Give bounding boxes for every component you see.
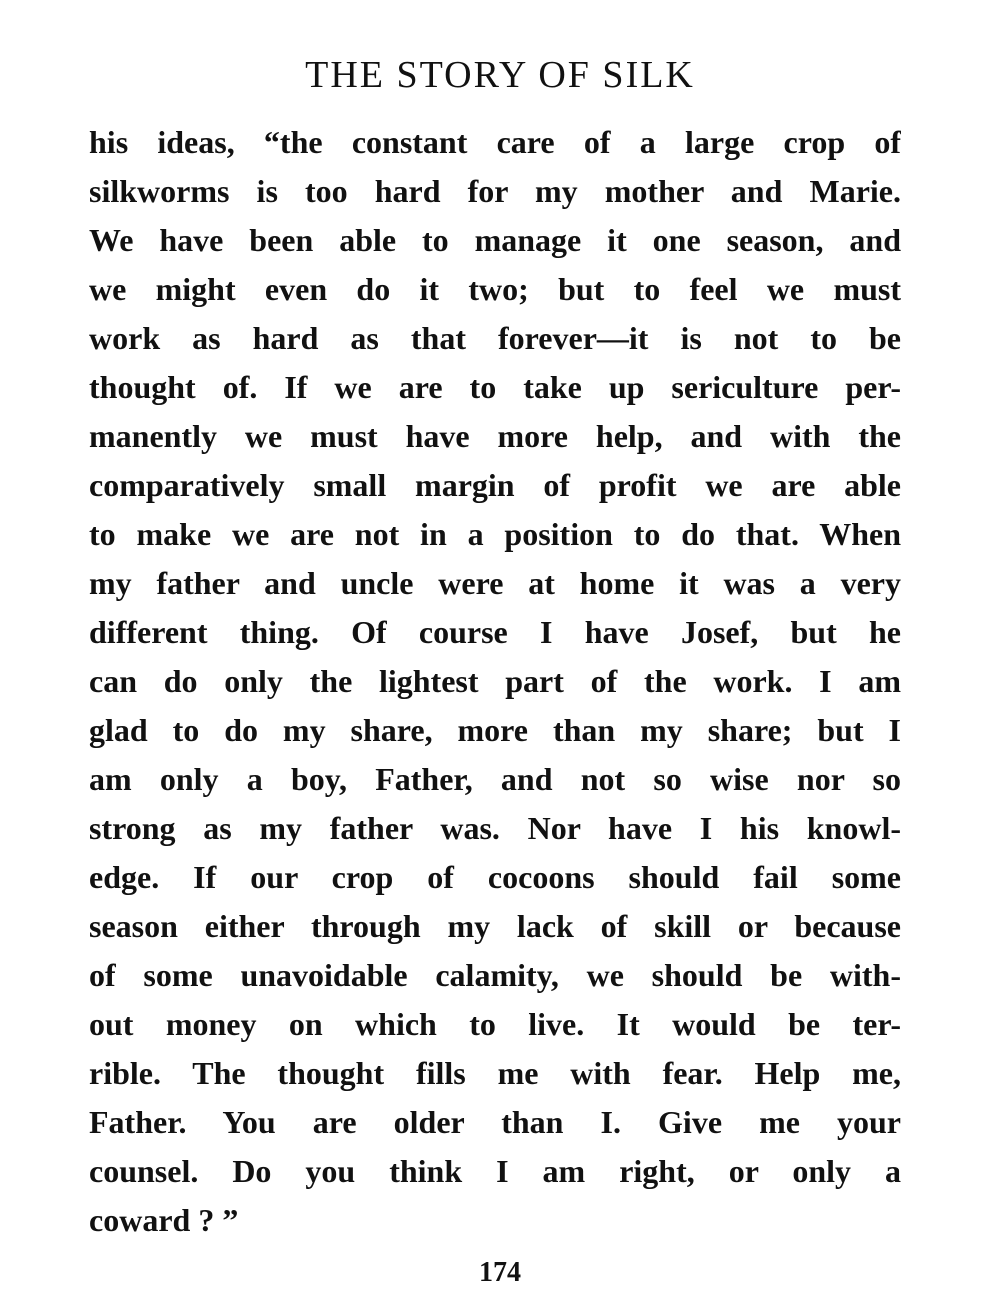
text-line: Father. You are older than I. Give me your (89, 1104, 901, 1140)
text-line: to make we are not in a position to do that. When (89, 516, 901, 552)
page-number: 174 (479, 1257, 521, 1288)
text-line: work as hard as that forever—it is not to be (89, 320, 901, 356)
text-line: of some unavoidable calamity, we should be with- (89, 957, 901, 993)
text-line: We have been able to manage it one season, and (89, 222, 901, 258)
text-line: comparatively small margin of profit we are able (89, 467, 901, 503)
text-line: glad to do my share, more than my share; but I (89, 712, 901, 748)
text-line: season either through my lack of skill or because (89, 908, 901, 944)
text-line: thought of. If we are to take up sericulture per- (89, 369, 901, 405)
text-line: manently we must have more help, and with the (89, 418, 901, 454)
text-line: can do only the lightest part of the work. I am (89, 663, 901, 699)
body-text (89, 118, 901, 1245)
text-line: strong as my father was. Nor have I his knowl- (89, 810, 901, 846)
text-line: silkworms is too hard for my mother and Marie. (89, 173, 901, 209)
text-line: edge. If our crop of cocoons should fail some (89, 859, 901, 895)
text-line: we might even do it two; but to feel we must (89, 271, 901, 307)
text-line: out money on which to live. It would be ter- (89, 1006, 901, 1042)
text-line: am only a boy, Father, and not so wise nor so (89, 761, 901, 797)
text-line: my father and uncle were at home it was a very (89, 565, 901, 601)
text-line: his ideas, “the constant care of a large crop of (89, 124, 901, 160)
text-line: counsel. Do you think I am right, or only a (89, 1153, 901, 1189)
text-line: rible. The thought fills me with fear. Help me, (89, 1055, 901, 1091)
running-head: THE STORY OF SILK (305, 54, 695, 96)
text-line: different thing. Of course I have Josef, but he (89, 614, 901, 650)
text-line-last: coward ? ” (89, 1202, 239, 1238)
